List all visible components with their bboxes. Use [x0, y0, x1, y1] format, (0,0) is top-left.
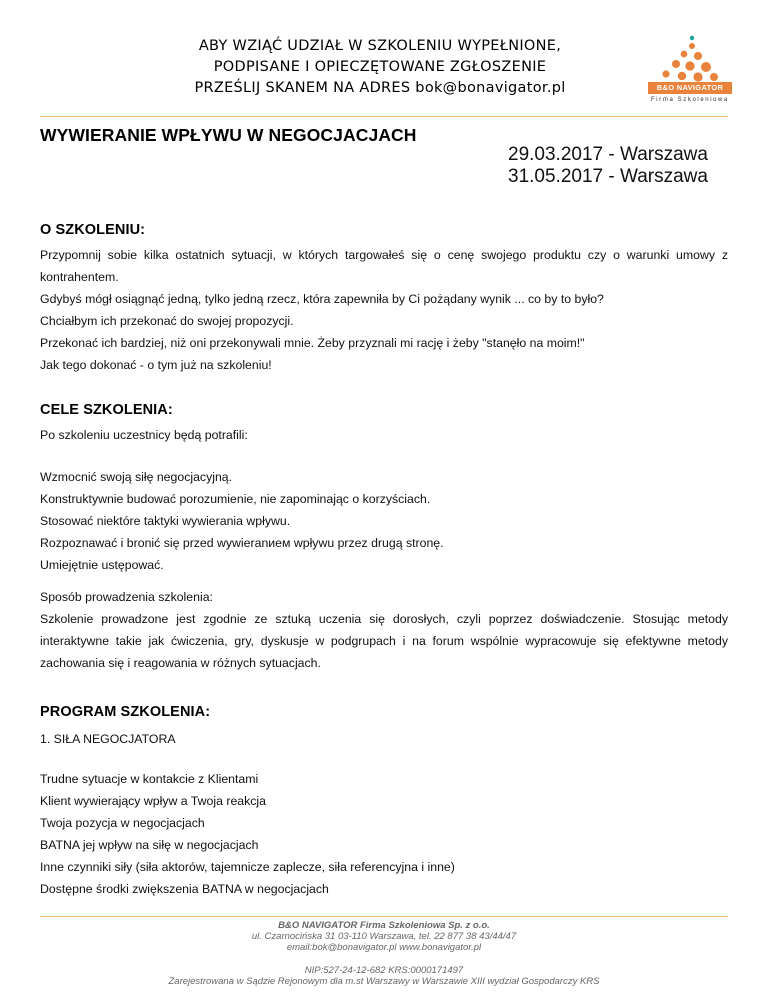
goal-item: Wzmocnić swoją siłę negocjacyjną.	[40, 470, 233, 484]
footer-registry: Zarejestrowana w Sądzie Rejonowym dla m.st Warszawy w Warszawie XIII wydział Gospodarczy KRS	[168, 976, 600, 987]
notice-line-1: ABY WZIĄĆ UDZIAŁ W SZKOLENIU WYPEŁNIONE,	[198, 38, 562, 54]
program-module-title: 1. SIŁA NEGOCJATORA	[40, 732, 176, 746]
page-title: WYWIERANIE WPŁYWU W NEGOCJACJACH	[40, 125, 417, 145]
company-logo	[640, 34, 740, 109]
footer-contact: email:bok@bonavigator.pl www.bonavigator.pl	[286, 942, 482, 953]
method-text: Szkolenie prowadzone jest zgodnie ze sztuką uczenia się dorosłych, czyli poprzez doświadczenie. Stosując metody interaktywne takie jak ćwiczenia, gry, dyskusje w podgrupach i na forum wspólnie wypracowuje się efektywne metody zachowania się i reagowania w różnych sytuacjach.	[40, 612, 728, 670]
program-item: Inne czynniki siły (siła aktorów, tajemnicze zaplecze, siła referencyjna i inne)	[40, 860, 455, 874]
goals-intro: Po szkoleniu uczestnicy będą potrafili:	[40, 428, 248, 442]
header-divider	[40, 116, 728, 117]
method-label: Sposób prowadzenia szkolenia:	[40, 590, 213, 604]
goals-heading: CELE SZKOLENIA:	[40, 402, 173, 418]
footer-address: ul. Czarnocińska 31 03-110 Warszawa, tel. 22 877 38 43/44/47	[251, 931, 517, 942]
date-1: 29.03.2017 - Warszawa	[508, 144, 708, 165]
goal-item: Konstruktywnie budować porozumienie, nie zapominając o korzyściach.	[40, 492, 431, 506]
program-item: BATNA jej wpływ na siłę w negocjacjach	[40, 838, 259, 852]
logo-dots-icon	[640, 34, 740, 82]
program-item: Twoja pozycja w negocjacjach	[40, 816, 205, 830]
page-footer	[40, 920, 728, 987]
registration-notice	[120, 36, 640, 99]
goal-item: Rozpoznawać i bronić się przed wywieranием wpływu przez drugą stronę.	[40, 536, 444, 550]
about-paragraph-4: Przekonać ich bardziej, niż oni przekonywali mnie. Żeby przyznali mi rację i żeby "stanęło na moim!"	[40, 336, 585, 350]
program-item: Klient wywierający wpływ a Twoja reakcja	[40, 794, 266, 808]
footer-ids: NIP:527-24-12-682 KRS:0000171497	[304, 965, 464, 976]
footer-company: B&O NAVIGATOR Firma Szkoleniowa Sp. z o.o.	[278, 920, 490, 931]
goal-item: Umiejętnie ustępować.	[40, 558, 164, 572]
training-dates	[508, 144, 708, 188]
logo-wordmark: B&O NAVIGATOR	[648, 82, 732, 94]
goal-item: Stosować niektóre taktyki wywierania wpływu.	[40, 514, 291, 528]
about-heading: O SZKOLENIU:	[40, 222, 146, 238]
program-item: Dostępne środki zwiększenia BATNA w negocjacjach	[40, 882, 329, 896]
about-paragraph-5: Jak tego dokonać - o tym już na szkoleniu!	[40, 358, 272, 372]
about-paragraph-1: Przypomnij sobie kilka ostatnich sytuacji, w których targowałeś się o cenę swojego produktu czy o warunki umowy z kontrahentem.	[40, 248, 728, 284]
about-paragraph-3: Chciałbym ich przekonać do swojej propozycji.	[40, 314, 294, 328]
date-2: 31.05.2017 - Warszawa	[508, 166, 708, 187]
notice-line-3: PRZEŚLIJ SKANEM NA ADRES bok@bonavigator.pl	[194, 80, 566, 96]
about-paragraph-2: Gdybyś mógł osiągnąć jedną, tylko jedną rzecz, która zapewniła by Ci pożądany wynik ... co by to było?	[40, 292, 604, 306]
notice-line-2: PODPISANE I OPIECZĘTOWANE ZGŁOSZENIE	[213, 59, 547, 75]
program-item: Trudne sytuacje w kontakcie z Klientami	[40, 772, 259, 786]
footer-divider	[40, 916, 728, 917]
program-heading: PROGRAM SZKOLENIA:	[40, 704, 211, 720]
logo-tagline: Firma Szkoleniowa	[651, 97, 729, 103]
